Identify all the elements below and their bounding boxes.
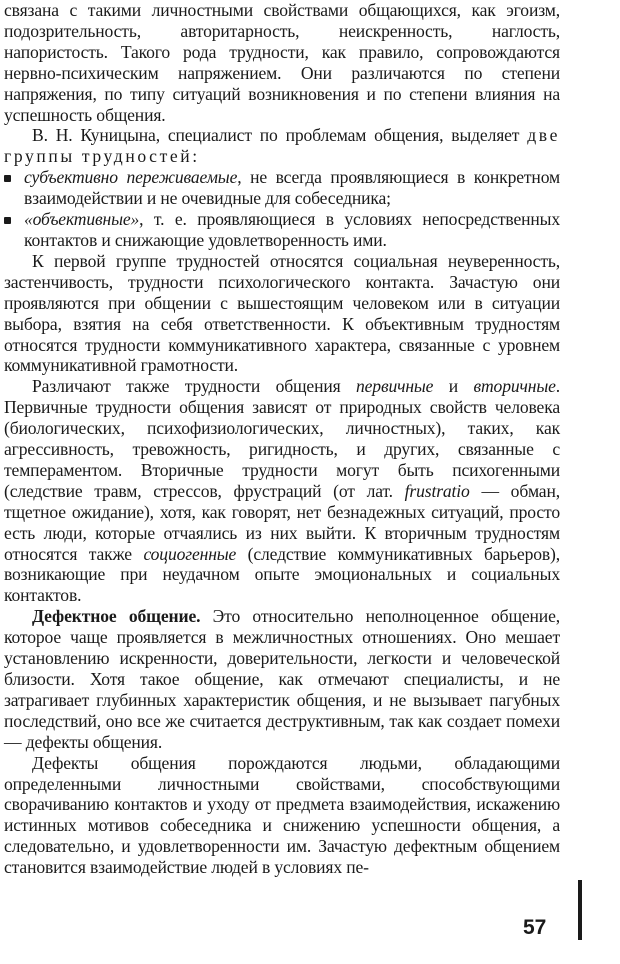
difficulty-list — [4, 167, 560, 251]
p4-text-c: . Первичные трудности общения зависят от природных свойств человека (биологических, психофизиологических, личностных), таких, как агрессивность, тревожность, ригидность, и других, связанные с темпераментом. Вторичные трудности могут быть психогенными (следствие травм, стрессов, фрустраций (от лат. — [4, 376, 560, 501]
bullet-icon — [4, 175, 11, 182]
list-item — [4, 167, 560, 209]
p4-text-e: (следствие коммуникативных барьеров), возникающие при неудачном опыте эмоциональных и социальных контактов. — [4, 543, 560, 606]
bullet-1-emphasis: субъективно переживаемые — [24, 167, 238, 188]
paragraph-1: связана с такими личностными свойствами общающихся, как эгоизм, подозрительность, авторитарность, неискренность, наглость, напористость. Такого рода трудности, как правило, сопровождаются нервно-психическим напряжением. Они различаются по степени напряжения, по типу ситуаций возникновения и по степени влияния на успешность общения. — [4, 0, 560, 125]
p4-text-a: Различают также трудности общения — [32, 376, 356, 397]
bullet-1-text: , не всегда проявляющиеся в конкретном взаимодействии и не очевидные для собеседника; — [24, 167, 560, 209]
p4-emphasis-primary: первичные — [356, 376, 434, 397]
page-number: 57 — [523, 916, 547, 939]
p4-text-d: — обман, тщетное ожидание), хотя, как говорят, нет безнадежных ситуаций, просто есть люди, которые отчаялись из них выйти. К вторичным трудностям относятся также — [4, 480, 560, 564]
paragraph-3: К первой группе трудностей относятся социальная неуверенность, застенчивость, трудности психологического контакта. Зачастую они проявляются при общении с вышестоящим человеком или в ситуации выбора, взятия на себя ответственности. К объективным трудностям относятся трудности коммуникативного характера, связанные с уровнем коммуникативной грамотности. — [4, 250, 560, 376]
paragraph-2 — [4, 125, 560, 167]
paragraph-4 — [4, 376, 560, 606]
section-heading-defective: Дефектное общение. — [32, 606, 201, 627]
bullet-2-text: , т. е. проявляющиеся в условиях непосредственных контактов и снижающие удовлетворенность ими. — [24, 209, 560, 250]
p4-emphasis-secondary: вторичные — [473, 376, 556, 397]
list-item — [4, 209, 560, 251]
page-body — [4, 0, 560, 878]
bullet-icon — [4, 217, 11, 224]
p4-emphasis-latin: frustratio — [404, 480, 470, 501]
paragraph-5-text: Это относительно неполноценное общение, которое чаще проявляется в межличностных отношениях. Оно мешает установлению искренности, доверительности, легкости и человеческой близости. Хотя такое общение, как отмечают специалисты, и не затрагивает глубинных характеристик общения, и не вызывает пагубных последствий, оно все же считается деструктивным, так как создает помехи — дефекты общения. — [4, 606, 560, 752]
p4-emphasis-sociogenic: социогенные — [143, 543, 237, 564]
p4-text-b: и — [433, 376, 474, 397]
paragraph-5 — [4, 606, 560, 752]
paragraph-2-text: В. Н. Куницына, специалист по проблемам общения, выделяет — [32, 125, 520, 146]
page-edge-bar — [578, 880, 582, 940]
bullet-2-emphasis: «объективные» — [24, 209, 140, 230]
paragraph-2-spaced: две группы трудностей: — [4, 125, 560, 167]
paragraph-6: Дефекты общения порождаются людьми, обладающими определенными личностными свойствами, способствующими сворачиванию контактов и уходу от предмета взаимодействия, искажению истинных мотивов собеседника и снижению успешности общения, а следовательно, и удовлетворенности им. Зачастую дефектным общением становится взаимодействие людей в условиях пе- — [4, 752, 560, 878]
